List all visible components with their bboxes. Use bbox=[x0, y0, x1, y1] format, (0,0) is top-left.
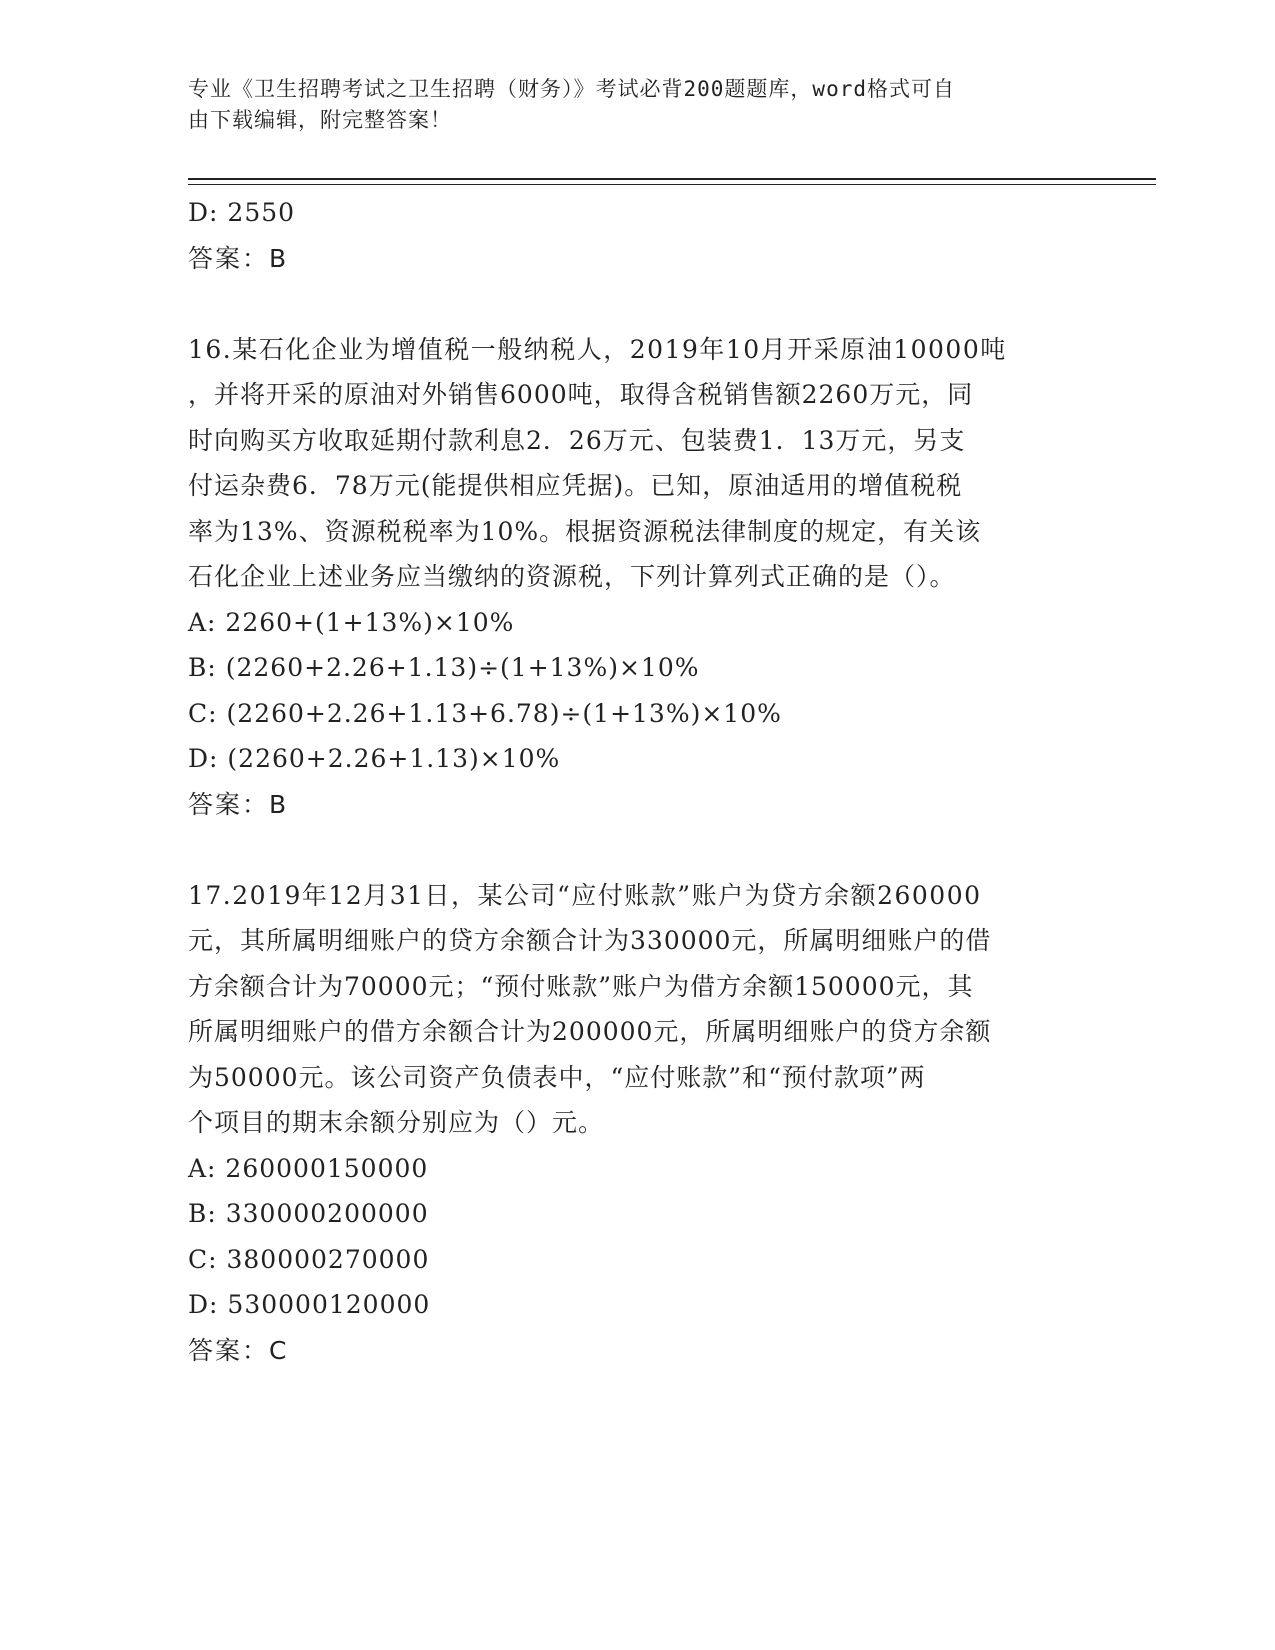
document-body bbox=[188, 190, 1078, 1373]
question-text-line: 所属明细账户的借方余额合计为200000元，所属明细账户的贷方余额 bbox=[188, 1017, 992, 1046]
option-b: B: 330000200000 bbox=[188, 1199, 429, 1228]
option-a: A: 260000150000 bbox=[188, 1153, 429, 1183]
question-text-line: 元，其所属明细账户的贷方余额合计为330000元，所属明细账户的借 bbox=[188, 926, 992, 955]
spacer bbox=[188, 281, 1078, 327]
page-header bbox=[188, 74, 1088, 136]
question-text-line: ，并将开采的原油对外销售6000吨，取得含税销售额2260万元，同 bbox=[188, 380, 974, 409]
header-line-1: 专业《卫生招聘考试之卫生招聘（财务）》考试必背200题题库，word格式可自 bbox=[188, 77, 955, 101]
option-d: D: 2550 bbox=[188, 198, 296, 227]
question-17 bbox=[188, 873, 1078, 1374]
answer-line: 答案：C bbox=[188, 1335, 289, 1365]
question-text-line: 17.2019年12月31日，某公司“应付账款”账户为贷方余额260000 bbox=[188, 880, 982, 910]
question-text-line: 为50000元。该公司资产负债表中，“应付账款”和“预付款项”两 bbox=[188, 1062, 926, 1092]
question-text-line: 时向购买方收取延期付款利息2．26万元、包装费1．13万元，另支 bbox=[188, 425, 966, 455]
question-text-line: 石化企业上述业务应当缴纳的资源税，下列计算列式正确的是（）。 bbox=[188, 562, 956, 591]
question-text-line: 个项目的期末余额分别应为（）元。 bbox=[188, 1108, 605, 1137]
option-a: A: 2260+(1+13%)×10% bbox=[188, 607, 515, 637]
header-line-2: 由下载编辑，附完整答案！ bbox=[188, 108, 452, 132]
option-d: D: (2260+2.26+1.13)×10% bbox=[188, 744, 561, 773]
question-text-line: 16.某石化企业为增值税一般纳税人，2019年10月开采原油10000吨 bbox=[188, 334, 1007, 364]
header-divider-thin bbox=[188, 184, 1156, 185]
option-c: C: (2260+2.26+1.13+6.78)÷(1+13%)×10% bbox=[188, 698, 782, 728]
answer-line: 答案：B bbox=[188, 789, 289, 819]
previous-question-tail bbox=[188, 190, 1078, 281]
question-16 bbox=[188, 327, 1078, 828]
header-divider-thick bbox=[188, 178, 1156, 180]
answer-line: 答案：B bbox=[188, 243, 289, 273]
option-d: D: 530000120000 bbox=[188, 1290, 431, 1319]
question-text-line: 付运杂费6．78万元(能提供相应凭据)。已知，原油适用的增值税税 bbox=[188, 471, 963, 500]
question-text-line: 率为13%、资源税税率为10%。根据资源税法律制度的规定，有关该 bbox=[188, 516, 982, 546]
option-b: B: (2260+2.26+1.13)÷(1+13%)×10% bbox=[188, 653, 700, 682]
spacer bbox=[188, 827, 1078, 873]
question-text-line: 方余额合计为70000元；“预付账款”账户为借方余额150000元，其 bbox=[188, 971, 974, 1001]
option-c: C: 380000270000 bbox=[188, 1244, 430, 1274]
